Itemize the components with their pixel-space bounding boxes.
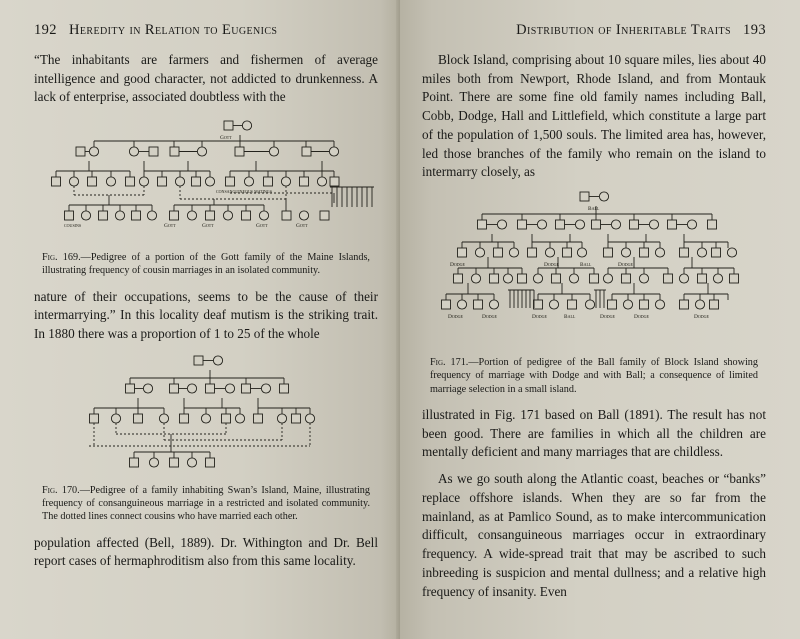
caption-figure-170 [42, 484, 370, 524]
figure-169 [34, 115, 378, 245]
label-consanguineous-matings: consanguineous matings [216, 190, 272, 196]
figure-170-caption-text: —Pedigree of a family inhabiting Swan’s Island, Maine, illustrating frequency of consanguineous marriage in a restricted and isolated community. The dotted lines connect cousins who have married each other. [42, 484, 370, 523]
label-dodge-3: Dodge [618, 262, 634, 269]
label-dodge-2: Dodge [544, 262, 560, 269]
running-title-left: Heredity in Relation to Eugenics [69, 22, 278, 38]
paragraph-left-1: “The inhabitants are farmers and fishermen of average intelligence and good character, not addicted to drunkenness. A lack of enterprise, associated doubtless with the [34, 52, 378, 105]
label-gott-4: Gott [256, 223, 268, 230]
paragraph-right-2: illustrated in Fig. 171 based on Ball (1891). The result has not been good. There are families in which all the children are mentally deficient and many marriages that are childless. [422, 406, 766, 460]
label-ball-1: Ball [588, 206, 600, 213]
figure-171-number: Fig. 171. [430, 357, 469, 369]
pedigree-chart-171 [422, 190, 766, 350]
label-dodge-4: Dodge [448, 314, 464, 321]
pedigree-chart-169 [34, 115, 378, 245]
paragraph-left-2: nature of their occupations, seems to be the cause of their intermarrying.” In this locality deaf mutism is the striking trait. In 1880 there was a proportion of 1 to 25 of the whole [34, 288, 378, 342]
label-dodge-8: Dodge [634, 314, 650, 321]
label-gott-2: Gott [164, 223, 176, 230]
figure-170 [34, 352, 378, 478]
page-number-left: 192 [34, 22, 57, 38]
label-cousins: cousins [64, 223, 82, 230]
label-dodge-1: Dodge [450, 262, 466, 269]
running-head-left [34, 22, 378, 39]
pedigree-chart-170 [34, 352, 378, 478]
running-head-right [422, 22, 766, 39]
running-title-right: Distribution of Inheritable Traits [516, 22, 731, 38]
paragraph-right-1: Block Island, comprising about 10 square miles, lies about 40 miles both from Newport, Rhode Island, and from Montauk Point. There are some fine old family names including Ball, Cobb, Dodge, Hall and Littlefield, which constitute a large part of the population of 1,500 souls. The limited area has, however, led those branches of the family who remain on the island to intermarry closely, as [422, 52, 766, 180]
page-right [400, 0, 800, 639]
caption-figure-171 [430, 356, 758, 396]
label-dodge-7: Dodge [600, 314, 616, 321]
label-gott-1: Gott [220, 135, 232, 142]
figure-171 [422, 190, 766, 350]
paragraph-left-3: population affected (Bell, 1889). Dr. Withington and Dr. Bell report cases of hermaphroditism also from this same locality. [34, 534, 378, 569]
figure-169-number: Fig. 169. [42, 252, 81, 264]
figure-171-caption-text: —Portion of pedigree of the Ball family of Block Island showing frequency of marriage with Dodge and with Ball; a consequence of limited marriage selection in a small island. [430, 357, 758, 395]
figure-170-number: Fig. 170. [42, 484, 80, 496]
page-number-right: 193 [743, 22, 766, 38]
label-ball-2: Ball [580, 262, 592, 269]
label-ball-3: Ball [564, 314, 576, 321]
label-dodge-6: Dodge [532, 314, 548, 321]
caption-figure-169 [42, 251, 370, 278]
label-dodge-5: Dodge [482, 314, 498, 321]
figure-169-caption-text: —Pedigree of a portion of the Gott family of the Maine Islands, illustrating frequency of cousin marriages in an isolated community. [42, 252, 370, 277]
paragraph-right-3: As we go south along the Atlantic coast, beaches or “banks” replace offshore islands. When they are so far from the mainland, as at Pamlico Sound, as to make intercommunication difficult, consanguineous marriages occur in extraordinary frequency. A wide-spread trait that may be ascribed to such inbreeding is suspicion and mental dullness; and a relative high frequency of insanity. Even [422, 471, 766, 599]
label-dodge-9: Dodge [694, 314, 710, 321]
label-gott-5: Gott [296, 223, 308, 230]
label-gott-3: Gott [202, 223, 214, 230]
